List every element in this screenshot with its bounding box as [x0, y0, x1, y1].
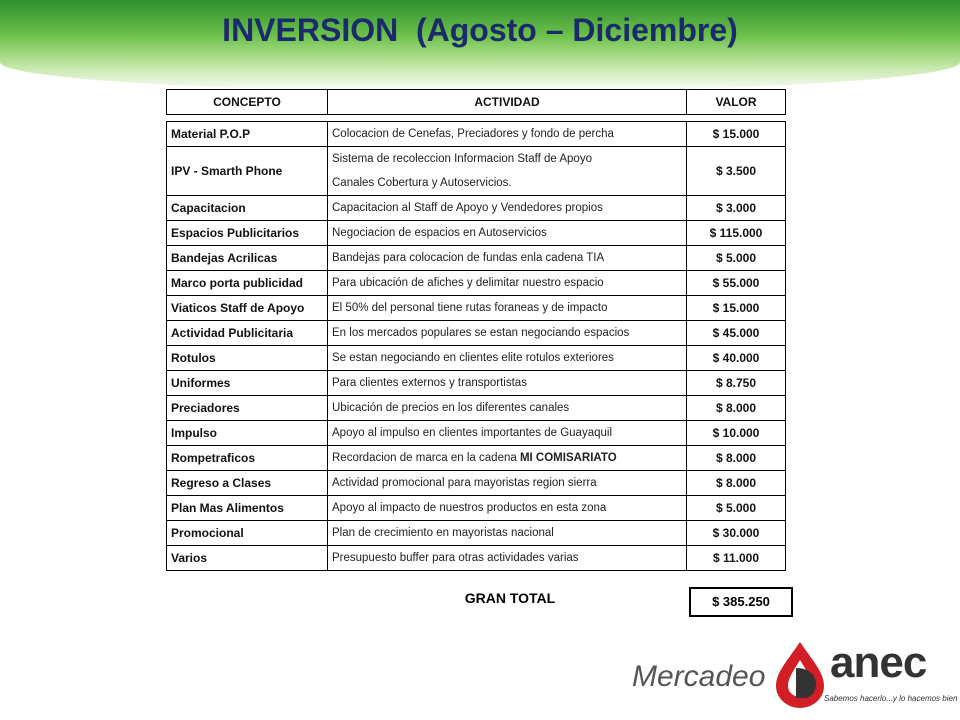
table-row	[167, 246, 786, 271]
valor-cell: $ 8.750	[687, 371, 786, 396]
table-row	[167, 371, 786, 396]
actividad-cell: Para clientes externos y transportistas	[328, 371, 687, 396]
table-row	[167, 496, 786, 521]
concepto-cell: Regreso a Clases	[167, 471, 328, 496]
table-row	[167, 546, 786, 571]
actividad-cell: Bandejas para colocacion de fundas enla cadena TIA	[328, 246, 687, 271]
header-actividad: ACTIVIDAD	[328, 90, 687, 115]
table-row	[167, 321, 786, 346]
concepto-cell: Rotulos	[167, 346, 328, 371]
valor-cell: $ 8.000	[687, 396, 786, 421]
table-row	[167, 221, 786, 246]
concepto-cell: Material P.O.P	[167, 122, 328, 147]
actividad-cell: Para ubicación de afiches y delimitar nuestro espacio	[328, 271, 687, 296]
concepto-cell: IPV - Smarth Phone	[167, 147, 328, 196]
brand-wordmark: anec	[830, 638, 927, 687]
concepto-cell: Uniformes	[167, 371, 328, 396]
concepto-cell: Actividad Publicitaria	[167, 321, 328, 346]
actividad-cell	[328, 446, 687, 471]
table-row	[167, 421, 786, 446]
actividad-cell: En los mercados populares se estan negociando espacios	[328, 321, 687, 346]
concepto-cell: Viaticos Staff de Apoyo	[167, 296, 328, 321]
valor-cell: $ 11.000	[687, 546, 786, 571]
actividad-cell: Capacitacion al Staff de Apoyo y Vendedores propios	[328, 196, 687, 221]
valor-cell: $ 5.000	[687, 246, 786, 271]
actividad-cell: Ubicación de precios en los diferentes canales	[328, 396, 687, 421]
investment-table	[166, 121, 786, 571]
concepto-cell: Varios	[167, 546, 328, 571]
actividad-cell: Colocacion de Cenefas, Preciadores y fondo de percha	[328, 122, 687, 147]
valor-cell: $ 15.000	[687, 122, 786, 147]
header-concepto: CONCEPTO	[167, 90, 328, 115]
valor-cell: $ 45.000	[687, 321, 786, 346]
actividad-cell: Apoyo al impacto de nuestros productos en esta zona	[328, 496, 687, 521]
actividad-highlight: MI COMISARIATO	[519, 452, 617, 464]
actividad-cell: Negociacion de espacios en Autoservicios	[328, 221, 687, 246]
grand-total-label: GRAN TOTAL	[464, 590, 556, 606]
valor-cell: $ 5.000	[687, 496, 786, 521]
actividad-cell: Plan de crecimiento en mayoristas nacional	[328, 521, 687, 546]
concepto-cell: Preciadores	[167, 396, 328, 421]
concepto-cell: Impulso	[167, 421, 328, 446]
valor-cell: $ 55.000	[687, 271, 786, 296]
brand-tagline: Sabemos hacerlo...y lo hacemos bien	[824, 694, 958, 703]
actividad-cell: El 50% del personal tiene rutas foraneas y de impacto	[328, 296, 687, 321]
actividad-line: Canales Cobertura y Autoservicios.	[332, 177, 512, 189]
valor-cell: $ 8.000	[687, 446, 786, 471]
actividad-cell: Presupuesto buffer para otras actividades varias	[328, 546, 687, 571]
table-row	[167, 122, 786, 147]
actividad-cell: Apoyo al impulso en clientes importantes de Guayaquil	[328, 421, 687, 446]
table-row	[167, 446, 786, 471]
table-row	[167, 271, 786, 296]
valor-cell: $ 3.000	[687, 196, 786, 221]
flame-drop-icon	[770, 638, 830, 708]
valor-cell: $ 8.000	[687, 471, 786, 496]
table-row	[167, 196, 786, 221]
concepto-cell: Bandejas Acrilicas	[167, 246, 328, 271]
actividad-text: Recordacion de marca en la cadena	[332, 452, 520, 464]
valor-cell: $ 3.500	[687, 147, 786, 196]
valor-cell: $ 30.000	[687, 521, 786, 546]
header-valor: VALOR	[687, 90, 786, 115]
department-label: Mercadeo	[632, 660, 766, 693]
concepto-cell: Promocional	[167, 521, 328, 546]
grand-total-value: $ 385.250	[689, 587, 793, 617]
valor-cell: $ 115.000	[687, 221, 786, 246]
actividad-cell: Se estan negociando en clientes elite rotulos exteriores	[328, 346, 687, 371]
anec-logo	[770, 638, 958, 708]
concepto-cell: Capacitacion	[167, 196, 328, 221]
table-row	[167, 346, 786, 371]
table-row	[167, 471, 786, 496]
valor-cell: $ 15.000	[687, 296, 786, 321]
valor-cell: $ 40.000	[687, 346, 786, 371]
actividad-cell: Actividad promocional para mayoristas region sierra	[328, 471, 687, 496]
table-row	[167, 147, 786, 196]
table-row	[167, 396, 786, 421]
valor-cell: $ 10.000	[687, 421, 786, 446]
concepto-cell: Rompetraficos	[167, 446, 328, 471]
actividad-line: Sistema de recoleccion Informacion Staff de Apoyo	[332, 153, 592, 165]
concepto-cell: Espacios Publicitarios	[167, 221, 328, 246]
page-title: INVERSION (Agosto – Diciembre)	[222, 12, 738, 48]
table-header	[166, 89, 786, 115]
concepto-cell: Plan Mas Alimentos	[167, 496, 328, 521]
concepto-cell: Marco porta publicidad	[167, 271, 328, 296]
table-row	[167, 296, 786, 321]
actividad-cell	[328, 147, 687, 196]
table-row	[167, 521, 786, 546]
